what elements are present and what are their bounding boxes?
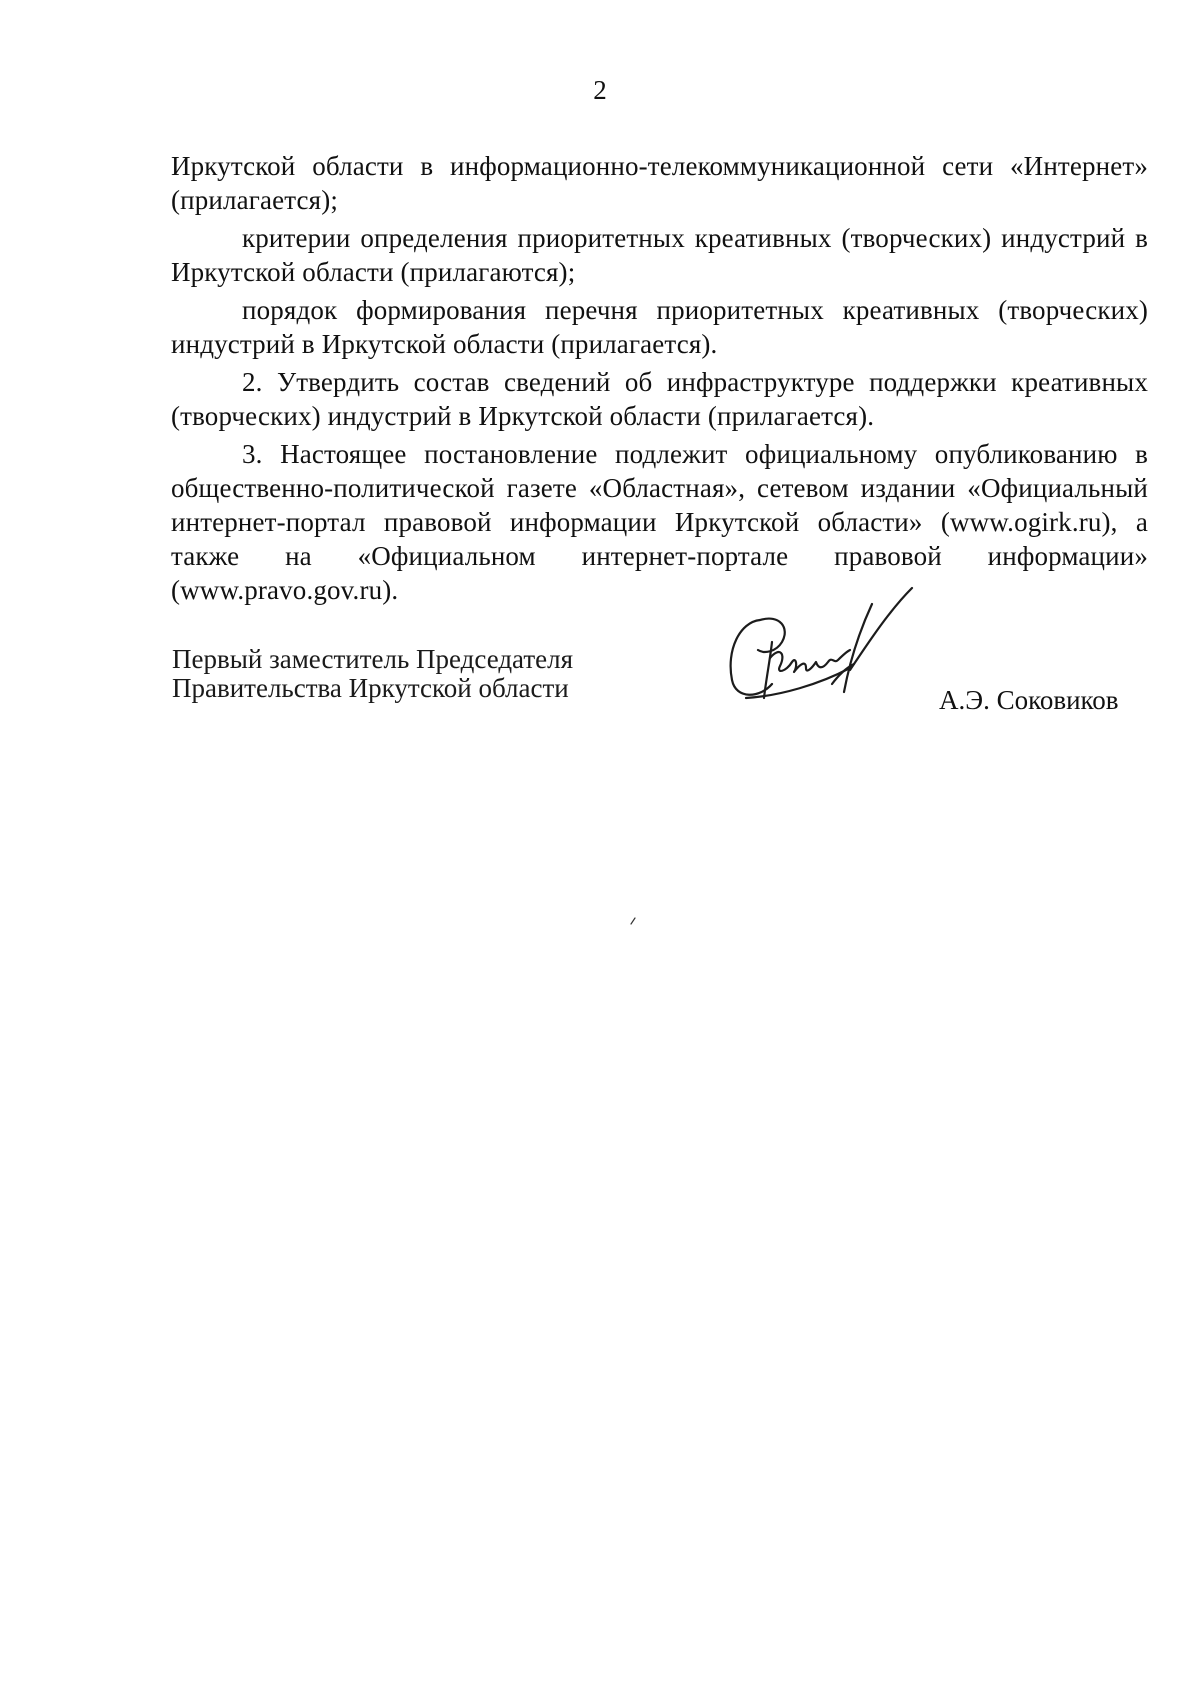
handwritten-signature xyxy=(720,580,960,730)
paragraph-criteria: критерии определения приоритетных креативных (творческих) индустрий в Иркутской области (прилагаются); xyxy=(171,223,1148,287)
document-body xyxy=(171,149,1148,611)
signatory-position-line-2: Правительства Иркутской области xyxy=(172,673,569,703)
paragraph-item-2: 2. Утвердить состав сведений об инфраструктуре поддержки креативных (творческих) индустрий в Иркутской области (прилагается). xyxy=(171,367,1148,431)
paragraph-item-3: 3. Настоящее постановление подлежит официальному опубликованию в общественно-политической газете «Областная», сетевом издании «Официальный интернет-портал правовой информации Иркутской области» (www.ogirk.ru), а также на «Официальном интернет-портале правовой информации» (www.pravo.gov.ru). xyxy=(171,439,1148,605)
signatory-position-line-1: Первый заместитель Председателя xyxy=(172,644,574,674)
signatory-position xyxy=(172,645,573,703)
scan-mark xyxy=(630,917,636,925)
signatory-name: А.Э. Соковиков xyxy=(939,685,1119,715)
page-number: 2 xyxy=(593,75,607,105)
paragraph-procedure: порядок формирования перечня приоритетных креативных (творческих) индустрий в Иркутской области (прилагается). xyxy=(171,295,1148,359)
paragraph-continuation: Иркутской области в информационно-телекоммуникационной сети «Интернет» (прилагается); xyxy=(171,151,1148,215)
